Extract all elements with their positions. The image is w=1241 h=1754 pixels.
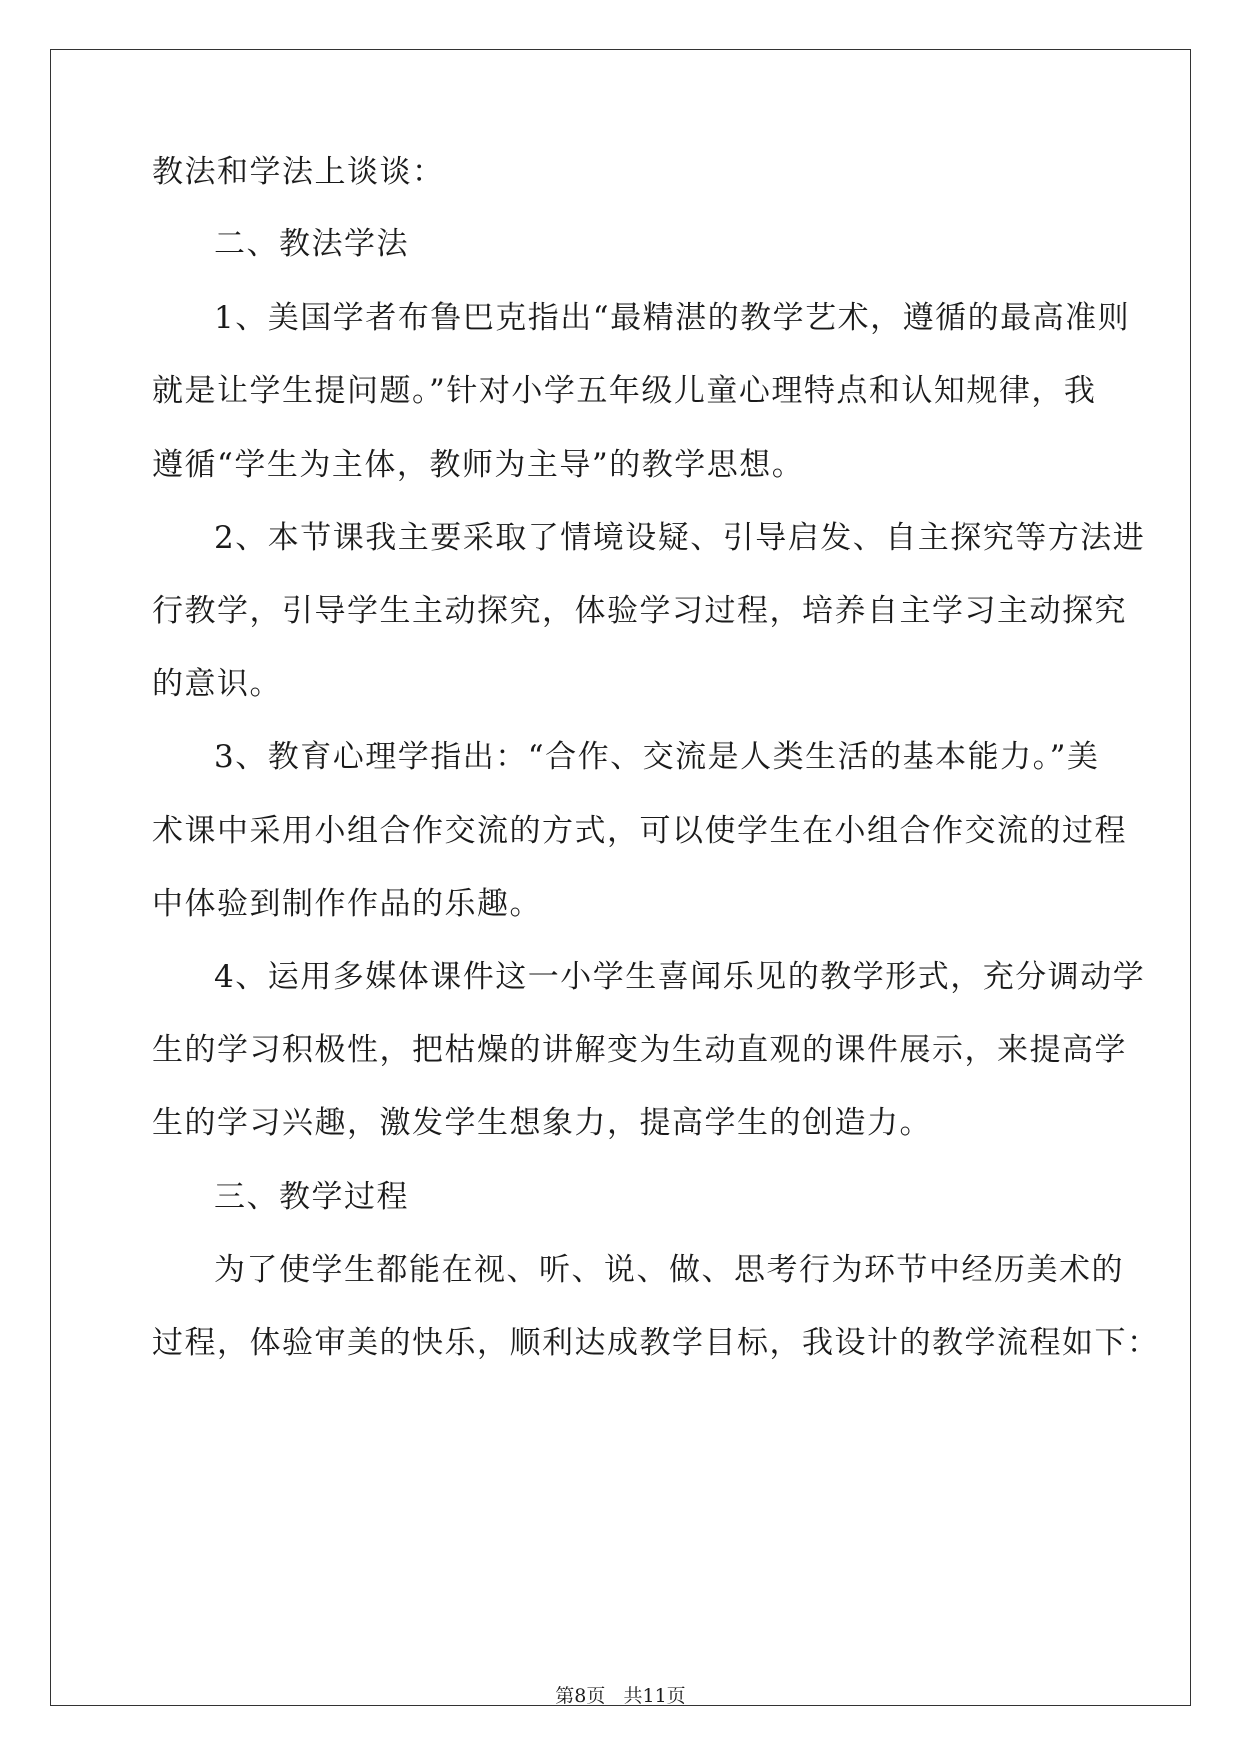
text-line: 就是让学生提问题。”针对小学五年级儿童心理特点和认知规律，我	[152, 373, 1097, 409]
text-line: 2、本节课我主要采取了情境设疑、引导启发、自主探究等方法进	[214, 520, 1146, 556]
text-line: 3、教育心理学指出：“合作、交流是人类生活的基本能力。”美	[214, 739, 1100, 775]
text-line: 生的学习兴趣，激发学生想象力，提高学生的创造力。	[152, 1105, 932, 1141]
text-line: 的意识。	[152, 666, 282, 702]
section-heading: 三、教学过程	[214, 1179, 409, 1215]
page-number-footer: 第8页 共11页	[555, 1685, 686, 1707]
text-line: 为了使学生都能在视、听、说、做、思考行为环节中经历美术的	[214, 1252, 1124, 1288]
text-line: 4、运用多媒体课件这一小学生喜闻乐见的教学形式，充分调动学	[214, 959, 1146, 995]
text-line: 过程，体验审美的快乐，顺利达成教学目标，我设计的教学流程如下：	[152, 1325, 1160, 1361]
text-line: 生的学习积极性，把枯燥的讲解变为生动直观的课件展示，来提高学	[152, 1032, 1127, 1068]
text-line: 1、美国学者布鲁巴克指出“最精湛的教学艺术，遵循的最高准则	[214, 300, 1131, 336]
text-line: 遵循“学生为主体，教师为主导”的教学思想。	[152, 447, 805, 483]
text-line: 中体验到制作作品的乐趣。	[152, 886, 542, 922]
text-line: 行教学，引导学生主动探究，体验学习过程，培养自主学习主动探究	[152, 593, 1127, 629]
text-line: 术课中采用小组合作交流的方式，可以使学生在小组合作交流的过程	[152, 813, 1127, 849]
text-line: 教法和学法上谈谈：	[152, 154, 445, 190]
section-heading: 二、教法学法	[214, 226, 409, 262]
